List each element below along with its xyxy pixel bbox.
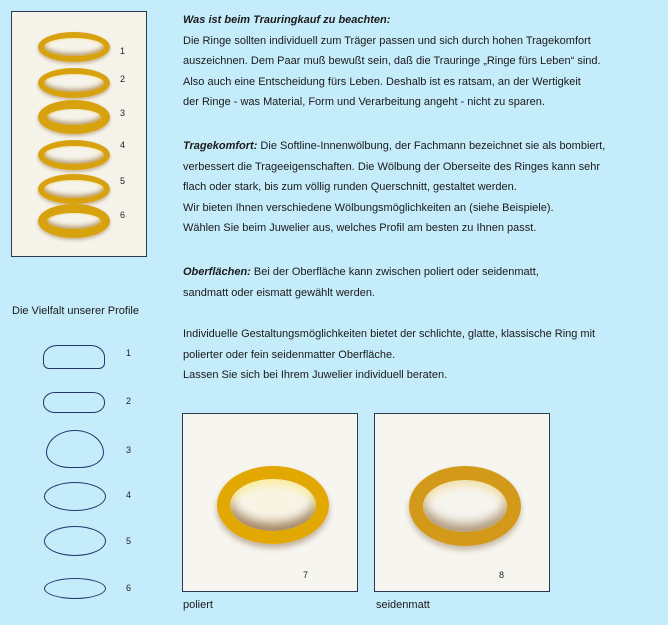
ring-image-5: [38, 174, 110, 204]
intro-line: Die Ringe sollten individuell zum Träger passen und sich durch hohen Tragekomfort: [183, 34, 591, 47]
tragekomfort-line: Wählen Sie beim Juwelier aus, welches Profil am besten zu Ihnen passt.: [183, 222, 537, 235]
profile-shape-3: [46, 430, 104, 468]
oberflaechen-line: sandmatt oder eismatt gewählt werden.: [183, 286, 375, 299]
stacked-rings-photo: [11, 11, 147, 257]
ring-image-6: [38, 204, 110, 238]
gestaltung-line: polierter oder fein seidenmatter Oberfläche.: [183, 348, 396, 361]
ring-number: 3: [120, 108, 126, 118]
ring-number: 6: [120, 210, 126, 220]
gestaltung-section: [183, 324, 661, 386]
oberflaechen-heading: Oberflächen:: [183, 266, 251, 278]
photo-number: 7: [303, 570, 309, 580]
polished-ring: [217, 466, 329, 544]
ring-image-1: [38, 32, 110, 62]
photo-number: 8: [499, 570, 505, 580]
polished-ring-photo: [182, 413, 358, 592]
ring-number: 2: [120, 74, 126, 84]
ring-image-4: [38, 140, 110, 170]
tragekomfort-line: flach oder stark, bis zum völlig runden Querschnitt, gestaltet werden.: [183, 181, 517, 194]
tragekomfort-line: Wir bieten Ihnen verschiedene Wölbungsmöglichkeiten an (siehe Beispiele).: [183, 201, 554, 214]
profile-shape-5: [44, 526, 106, 556]
profile-shape-1: [43, 345, 105, 369]
gestaltung-line: Individuelle Gestaltungsmöglichkeiten bietet der schlichte, glatte, klassische Ring mit: [183, 328, 596, 340]
tragekomfort-line: verbessert die Trageeigenschaften. Die Wölbung der Oberseite des Ringes kann sehr: [183, 160, 601, 173]
ring-image-2: [38, 68, 110, 98]
tragekomfort-section: [183, 136, 661, 239]
profile-number: 2: [126, 396, 132, 406]
oberflaechen-first-line: [183, 262, 661, 283]
profiles-label: Die Vielfalt unserer Profile: [12, 305, 139, 317]
photo-caption: poliert: [183, 599, 213, 611]
intro-line: auszeichnen. Dem Paar muß bewußt sein, daß die Trauringe „Ringe fürs Leben“ sind.: [183, 55, 601, 68]
profile-shape-4: [44, 482, 106, 511]
ring-number: 5: [120, 176, 126, 186]
profile-number: 5: [126, 536, 132, 546]
satin-ring: [409, 466, 521, 546]
photo-caption: seidenmatt: [376, 599, 430, 611]
profile-number: 4: [126, 490, 132, 500]
profile-shape-6: [44, 578, 106, 599]
gestaltung-line: Lassen Sie sich bei Ihrem Juwelier individuell beraten.: [183, 369, 448, 382]
intro-section: [183, 10, 661, 113]
section-heading: Was ist beim Trauringkauf zu beachten:: [183, 14, 391, 26]
tragekomfort-text: Die Softline-Innenwölbung, der Fachmann bezeichnet sie als bombiert,: [257, 140, 606, 152]
ring-number: 4: [120, 140, 126, 150]
profile-shape-2: [43, 392, 105, 413]
profile-number: 6: [126, 583, 132, 593]
profile-number: 1: [126, 348, 132, 358]
oberflaechen-section: [183, 262, 661, 303]
ring-image-3: [38, 100, 110, 134]
profile-number: 3: [126, 445, 132, 455]
oberflaechen-text: Bei der Oberfläche kann zwischen poliert oder seidenmatt,: [250, 266, 539, 278]
satin-ring-photo: [374, 413, 550, 592]
tragekomfort-first-line: [183, 136, 661, 157]
intro-line: der Ringe - was Material, Form und Verarbeitung angeht - nicht zu sparen.: [183, 96, 545, 109]
intro-line: Also auch eine Entscheidung fürs Leben. Deshalb ist es ratsam, an der Wertigkeit: [183, 75, 581, 88]
tragekomfort-heading: Tragekomfort:: [183, 140, 258, 152]
ring-number: 1: [120, 46, 126, 56]
